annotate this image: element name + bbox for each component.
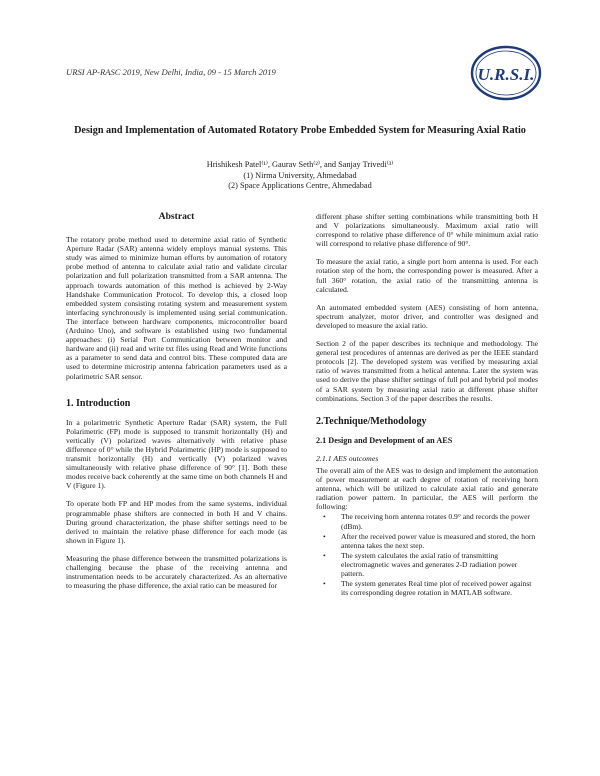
intro-paragraph-6: Section 2 of the paper describes its technique and methodology. The general test procedures of antennas are derived as per the IEEE standard protocols [2]. The developed system was verified by measuring axial ratio of waves transmitted from a helical antenna. Later the system was used to derive the phase shifter settings of full pol and hybrid pol modes of a SAR system by measuring axial ratio at different phase shifter combinations. Section 3 of the paper describes the results.: [316, 339, 538, 403]
aes-outcomes-list: [316, 512, 538, 597]
logo-text: U.R.S.I.: [477, 65, 535, 84]
authors-line: Hrishikesh Patel⁽¹⁾, Gaurav Seth⁽²⁾, and Sanjay Trivedi⁽³⁾: [206, 160, 394, 169]
list-item: • After the received power value is measured and stored, the horn antenna takes the next step.: [337, 532, 538, 550]
conference-header: URSI AP-RASC 2019, New Delhi, India, 09 - 15 March 2019: [66, 67, 276, 77]
intro-paragraph-3: Measuring the phase difference between the transmitted polarizations is challenging because the phase of the receiving antenna and instrumentation needs to be accurately characterized. As an alternative to measuring the phase difference, the axial ratio can be measured for: [66, 553, 287, 591]
left-column: [66, 212, 287, 599]
abstract-text: The rotatory probe method used to determine axial ratio of Synthetic Aperture Radar (SAR) antenna widely employs manual systems. This study was aimed to minimize human efforts by automation of rotatory probe method of antenna to calculate axial ratio and validate circular polarization and full polarization transmitted from a SAR antenna. The approach towards automation of this method is achieved by 2-Way Handshake Communication Protocol. To develop this, a closed loop embedded system consisting rotating system and measurement system interfacing synchronously is implemented using serial communication. The interface between hardware components, microcontroller board (Arduino Uno), and software is established using two fundamental approaches: (i) Serial Port Communication between monitor and hardware and (ii) read and write txt files using Read and Write functions as a parameter to send data and control bits. These computed data are used to determine microstrip antenna fabrication parameters used as a polarimetric SAR sensor.: [66, 235, 287, 381]
author-block: [60, 160, 540, 192]
affiliation-2: (2) Space Applications Centre, Ahmedabad: [228, 181, 372, 190]
paper-title: Design and Implementation of Automated Rotatory Probe Embedded System for Measuring Axial Ratio: [74, 125, 526, 136]
methodology-heading: 2.Technique/Methodology: [316, 415, 427, 427]
methodology-subheading: 2.1 Design and Development of an AES: [316, 435, 453, 445]
intro-paragraph-1: In a polarimetric Synthetic Aperture Radar (SAR) system, the Full Polarimetric (FP) mode is supposed to transmit horizontally (H) and vertically (V) polarized waves alternatively with relative phase difference of 0° while the Hybrid Polarimetric (HP) mode is supposed to transmit horizontally (H) and vertically (V) polarized waves simultaneously with relative phase difference of 90° [1]. Both these modes receive back coherently at the same time on both channels H and V (Figure 1).: [66, 417, 287, 491]
abstract-heading: Abstract: [158, 211, 195, 222]
intro-paragraph-3-continued: different phase shifter setting combinations while transmitting both H and V polarizations simultaneously. Maximum axial ratio will correspond to relative phase difference of 0° while minimum axial ratio will correspond to relative phase difference of 90°.: [316, 212, 538, 249]
methodology-paragraph-1: The overall aim of the AES was to design and implement the automation of power measurement at each degree of rotation of receiving horn antenna, which will be utilized to calculate axial ratio and generate radiation power pattern. In particular, the AES will perform the following:: [316, 465, 538, 512]
intro-paragraph-2: To operate both FP and HP modes from the same systems, individual programmable phase shifters are connected in both H and V chains. During ground characterization, the phase shifter settings need to be derived to maintain the relative phase difference for each mode (as shown in Figure 1).: [66, 499, 287, 545]
right-column: [316, 212, 538, 598]
introduction-heading: 1. Introduction: [66, 397, 131, 409]
ursi-logo: [470, 44, 542, 102]
intro-paragraph-4: To measure the axial ratio, a single port horn antenna is used. For each rotation step of the horn, the corresponding power is measured. After a full 360° rotation, the axial ratio of the transmitting antenna is calculated.: [316, 257, 538, 294]
affiliation-1: (1) Nirma University, Ahmedabad: [243, 170, 357, 180]
aes-outcomes-heading: 2.1.1 AES outcomes: [316, 453, 379, 463]
list-item: • The system calculates the axial ratio of transmitting electromagnetic waves and generates 2-D radiation power pattern.: [337, 551, 538, 578]
list-item: • The system generates Real time plot of received power against its corresponding degree rotation in MATLAB software.: [337, 579, 538, 597]
list-item: • The receiving horn antenna rotates 0.9° and records the power (dBm).: [337, 512, 538, 530]
intro-paragraph-5: An automated embedded system (AES) consisting of horn antenna, spectrum analyzer, motor driver, and controller was designed and developed to measure the axial ratio.: [316, 302, 538, 330]
